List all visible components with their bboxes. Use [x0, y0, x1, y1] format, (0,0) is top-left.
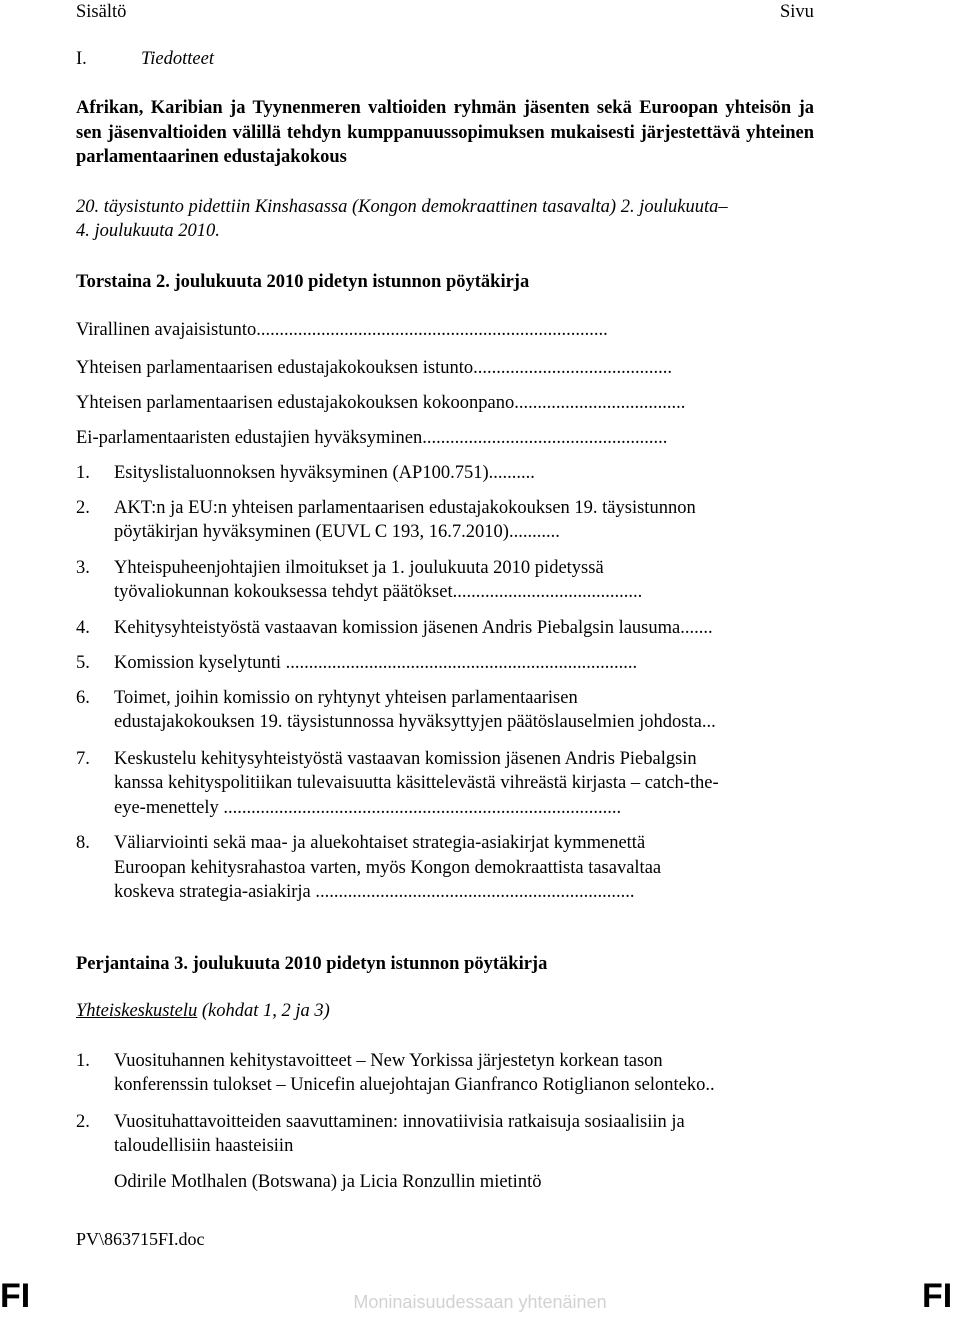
toc-item-number: 2.	[76, 1112, 90, 1132]
toc-leader-dots: ...........................................	[473, 358, 673, 378]
page-column-heading: Sivu	[780, 2, 814, 22]
toc-item-number: 2.	[76, 498, 90, 518]
toc-item-line[interactable]: taloudellisiin haasteisiin	[114, 1136, 294, 1156]
toc-entry[interactable]	[76, 318, 608, 342]
toc-leader-dots: ..	[705, 1075, 715, 1095]
toc-item-line[interactable]: Yhteispuheenjohtajien ilmoitukset ja 1. joulukuuta 2010 pidetyssä	[114, 558, 604, 578]
assembly-title: Afrikan, Karibian ja Tyynenmeren valtioiden ryhmän jäsenten sekä Euroopan yhteisön ja sen jäsenvaltioiden välillä tehdyn kumppanuussopimuksen mukaisesti järjestettävä yhteinen parlamentaarinen edustajakokous	[76, 98, 814, 167]
toc-item-line[interactable]: Väliarviointi sekä maa- ja aluekohtaiset strategia-asiakirjat kymmenettä	[114, 833, 646, 853]
toc-item[interactable]	[114, 651, 637, 675]
toc-entry-text: Yhteisen parlamentaarisen edustajakokouksen istunto	[76, 358, 474, 378]
toc-entry[interactable]	[76, 391, 685, 415]
toc-entry-text: Yhteisen parlamentaarisen edustajakokouksen kokoonpano	[76, 393, 515, 413]
toc-item[interactable]	[114, 616, 713, 640]
toc-item-line[interactable]: Toimet, joihin komissio on ryhtynyt yhteisen parlamentaarisen	[114, 688, 578, 708]
joint-debate-title: Yhteiskeskustelu	[76, 1001, 198, 1021]
language-code-right: FI	[922, 1277, 953, 1315]
toc-item-number: 6.	[76, 688, 90, 708]
toc-item-text: koskeva strategia-asiakirja	[114, 882, 311, 902]
toc-item-text: eye-menettely	[114, 798, 219, 818]
rapporteurs-report: Odirile Motlhalen (Botswana) ja Licia Ronzullin mietintö	[114, 1172, 542, 1192]
session-line-1: 20. täysistunto pidettiin Kinshasassa (Kongon demokraattinen tasavalta) 2. joulukuuta–	[76, 197, 728, 217]
joint-debate-suffix: (kohdat 1, 2 ja 3)	[197, 1001, 330, 1021]
toc-item[interactable]	[114, 796, 621, 820]
toc-item[interactable]	[114, 880, 634, 904]
toc-item-number: 8.	[76, 833, 90, 853]
toc-item-line[interactable]: kanssa kehityspolitiikan tulevaisuutta käsittelevästä vihreästä kirjasta – catch-the-	[114, 773, 719, 793]
contents-heading: Sisältö	[76, 2, 127, 22]
toc-item[interactable]	[114, 520, 560, 544]
toc-item-number: 3.	[76, 558, 90, 578]
section-number: I.	[76, 49, 87, 69]
joint-debate-heading	[76, 999, 330, 1023]
friday-minutes-heading: Perjantaina 3. joulukuuta 2010 pidetyn istunnon pöytäkirja	[76, 954, 548, 974]
section-title: Tiedotteet	[141, 49, 214, 69]
toc-item-text: Esityslistaluonnoksen hyväksyminen (AP100.751)	[114, 463, 489, 483]
toc-item-number: 1.	[76, 463, 90, 483]
toc-entry-text: Virallinen avajaisistunto	[76, 320, 257, 340]
toc-item-line[interactable]: Vuosituhattavoitteiden saavuttaminen: innovatiivisia ratkaisuja sosiaalisiin ja	[114, 1112, 685, 1132]
toc-item-text: työvaliokunnan kokouksessa tehdyt päätökset	[114, 582, 453, 602]
toc-item-text: edustajakokouksen 19. täysistunnossa hyväksyttyjen päätöslauselmien johdosta	[114, 712, 702, 732]
toc-leader-dots: .........................................	[452, 582, 643, 602]
toc-item-line[interactable]: Vuosituhannen kehitystavoitteet – New Yorkissa järjestetyn korkean tason	[114, 1051, 663, 1071]
session-line-2: 4. joulukuuta 2010.	[76, 221, 220, 241]
toc-leader-dots: .......	[680, 618, 713, 638]
toc-item-number: 4.	[76, 618, 90, 638]
toc-leader-dots: ...	[701, 712, 716, 732]
toc-entry[interactable]	[76, 426, 667, 450]
toc-item-number: 5.	[76, 653, 90, 673]
toc-item-number: 7.	[76, 749, 90, 769]
toc-leader-dots: ...........	[508, 522, 560, 542]
thursday-minutes-heading: Torstaina 2. joulukuuta 2010 pidetyn istunnon pöytäkirja	[76, 272, 530, 292]
toc-item-number: 1.	[76, 1051, 90, 1071]
toc-leader-dots: .....................................................	[422, 428, 668, 448]
toc-item-text: konferenssin tulokset – Unicefin aluejohtajan Gianfranco Rotiglianon selonteko	[114, 1075, 706, 1095]
toc-entry[interactable]	[76, 356, 672, 380]
language-code-left: FI	[0, 1277, 31, 1315]
toc-item-line[interactable]: Keskustelu kehitysyhteistyöstä vastaavan komission jäsenen Andris Piebalgsin	[114, 749, 697, 769]
toc-entry-text: Ei-parlamentaaristen edustajien hyväksyminen	[76, 428, 423, 448]
toc-item[interactable]	[114, 580, 642, 604]
toc-leader-dots: .....................................................................	[310, 882, 635, 902]
toc-item-text: pöytäkirjan hyväksyminen (EUVL C 193, 16.7.2010)	[114, 522, 509, 542]
toc-item[interactable]	[114, 461, 535, 485]
toc-leader-dots: .....................................	[514, 393, 686, 413]
toc-item[interactable]	[114, 1073, 715, 1097]
toc-item-text: Komission kyselytunti	[114, 653, 282, 673]
toc-item-text: Kehitysyhteistyöstä vastaavan komission jäsenen Andris Piebalgsin lausuma	[114, 618, 681, 638]
toc-item[interactable]	[114, 710, 716, 734]
document-reference: PV\863715FI.doc	[76, 1229, 205, 1249]
toc-leader-dots: ............................................................................	[281, 653, 638, 673]
toc-item-line[interactable]: AKT:n ja EU:n yhteisen parlamentaarisen edustajakokouksen 19. täysistunnon	[114, 498, 696, 518]
eu-motto: Moninaisuudessaan yhtenäinen	[353, 1292, 607, 1312]
toc-leader-dots: ......................................................................................	[218, 798, 622, 818]
toc-leader-dots: ............................................................................	[256, 320, 608, 340]
toc-item-line[interactable]: Euroopan kehitysrahastoa varten, myös Kongon demokraattista tasavaltaa	[114, 858, 662, 878]
toc-leader-dots: ..........	[488, 463, 535, 483]
